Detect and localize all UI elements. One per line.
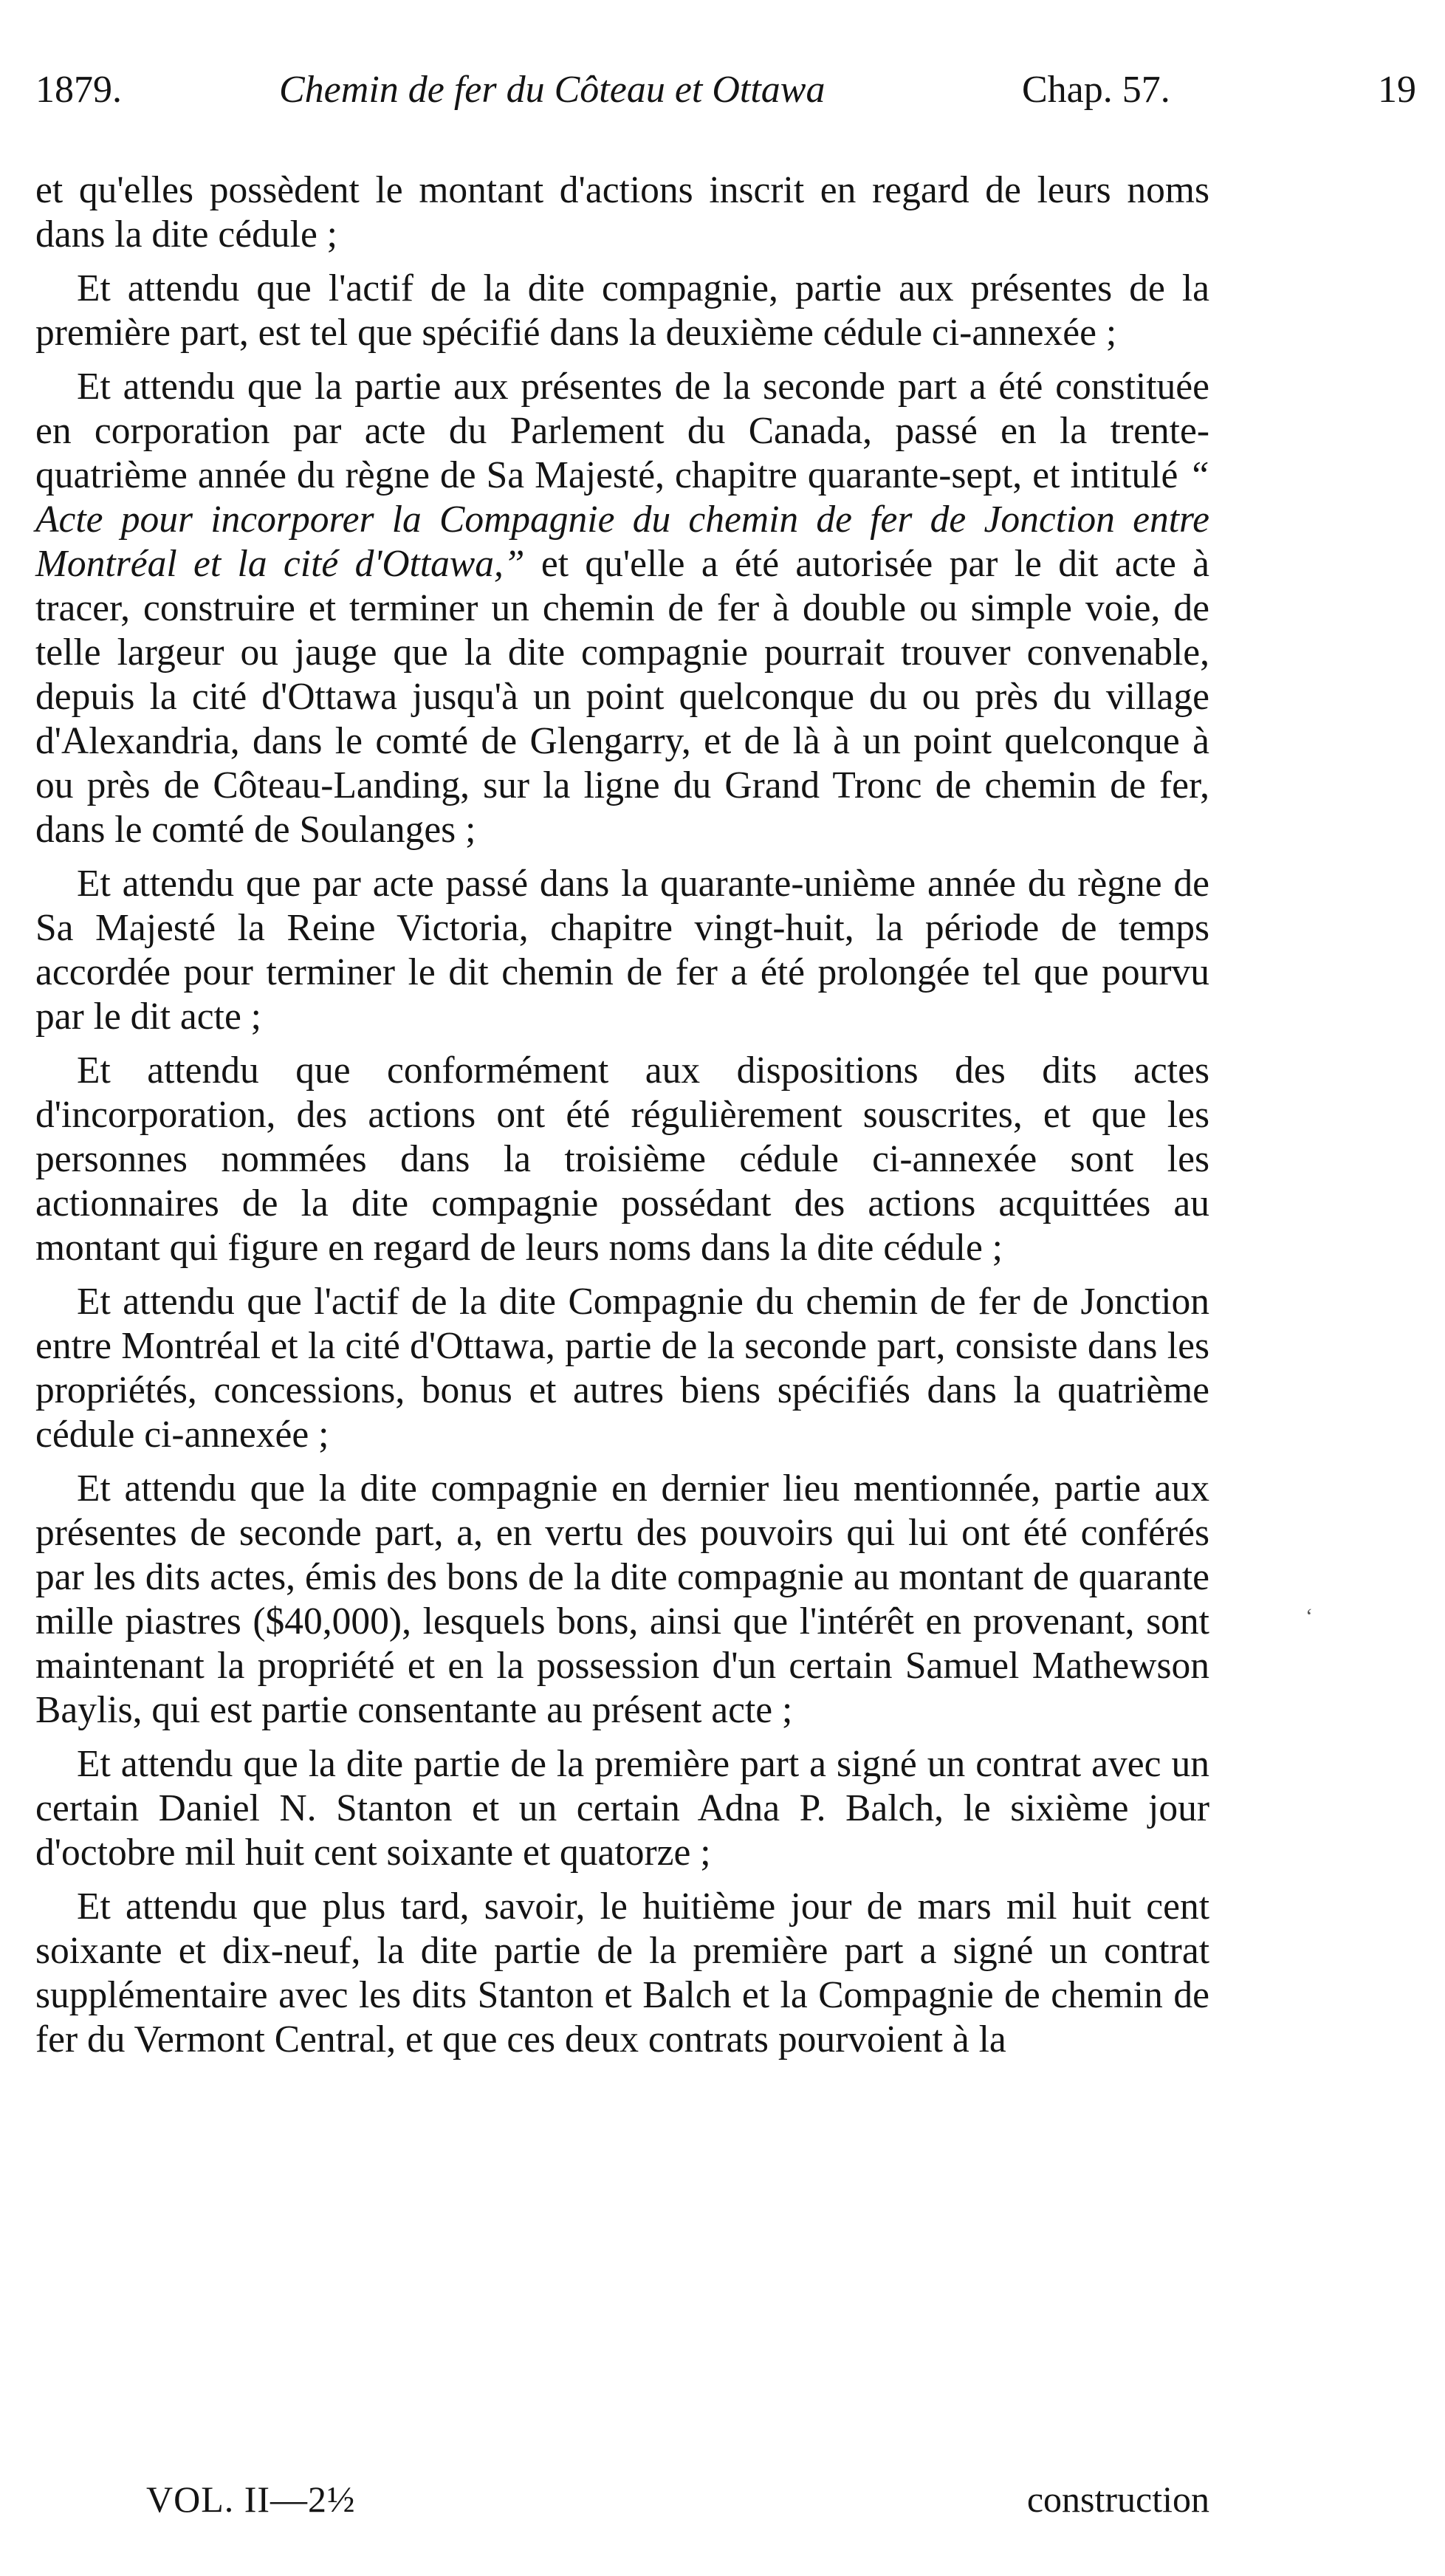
header-title: Chemin de fer du Côteau et Ottawa [279, 69, 826, 111]
paragraph-5: Et attendu que conformément aux dispositions des dits actes d'incorporation, des actions ont été régulièrement souscrites, et que les personnes nommées dans la troisième cédule ci-annexée sont les actionnaires de la dite compagnie possédant des actions acquittées au montant qui figure en regard de leurs noms dans la dite cédule ; [35, 1049, 1209, 1269]
act-title: “ Acte pour incorporer la Compagnie du chemin de fer de Jonction entre Montréal et la cité d'Ottawa,” [35, 454, 1209, 585]
paragraph-3 [35, 365, 1209, 852]
paragraph-7: Et attendu que la dite compagnie en dernier lieu mentionnée, partie aux présentes de seconde part, a, en vertu des pouvoirs qui lui ont été conférés par les dits actes, émis des bons de la dite compagnie au montant de quarante mille piastres ($40,000), lesquels bons, ainsi que l'intérêt en provenant, sont maintenant la propriété et en la possession d'un certain Samuel Mathewson Baylis, qui est partie consentante au présent acte ; [35, 1467, 1209, 1731]
body-text [35, 168, 1209, 2072]
paragraph-4: Et attendu que par acte passé dans la quarante-unième année du règne de Sa Majesté la Reine Victoria, chapitre vingt-huit, la période de temps accordée pour terminer le dit chemin de fer a été prolongée tel que pourvu par le dit acte ; [35, 863, 1209, 1038]
paragraph-2: Et attendu que l'actif de la dite compagnie, partie aux présentes de la première part, est tel que spécifié dans la deuxième cédule ci-annexée ; [35, 267, 1209, 354]
running-header [35, 68, 1416, 127]
header-chapter: Chap. 57. [1022, 69, 1170, 111]
page-footer [35, 2478, 1209, 2529]
paragraph-9: Et attendu que plus tard, savoir, le huitième jour de mars mil huit cent soixante et dix-neuf, la dite partie de la première part a signé un contrat supplémentaire avec les dits Stanton et Balch et la Compagnie de chemin de fer du Vermont Central, et que ces deux contrats pourvoient à la [35, 1885, 1209, 2061]
paragraph-1: et qu'elles possèdent le montant d'actions inscrit en regard de leurs noms dans la dite cédule ; [35, 169, 1209, 256]
catchword: construction [1026, 2479, 1209, 2520]
paragraph-8: Et attendu que la dite partie de la première part a signé un contrat avec un certain Daniel N. Stanton et un certain Adna P. Balch, le sixième jour d'octobre mil huit cent soixante et quatorze ; [35, 1743, 1209, 1874]
page-number: 19 [1378, 69, 1416, 111]
paragraph-6: Et attendu que l'actif de la dite Compagnie du chemin de fer de Jonction entre Montréal et la cité d'Ottawa, partie de la seconde part, consiste dans les propriétés, concessions, bonus et autres biens spécifiés dans la quatrième cédule ci-annexée ; [35, 1281, 1209, 1456]
stray-mark: ‘ [1305, 1604, 1313, 1628]
header-year: 1879. [35, 69, 122, 111]
paragraph-3-tail: et qu'elle a été autorisée par le dit acte à tracer, construire et terminer un chemin de fer à double ou simple voie, de telle largeur ou jauge que la dite compagnie pourrait trouver convenable, depuis la cité d'Ottawa jusqu'à un point quelconque du ou près du village d'Alexandria, dans le comté de Glengarry, et de là à un point quelconque à ou près de Côteau-Landing, sur la ligne du Grand Tronc de chemin de fer, dans le comté de Soulanges ; [35, 543, 1210, 851]
paragraph-3-lead: Et attendu que la partie aux présentes de la seconde part a été constituée en corporation par acte du Parlement du Canada, passé en la trente-quatrième année du règne de Sa Majesté, chapitre quarante-sept, et intitulé [35, 366, 1209, 496]
signature-mark: VOL. II—2½ [146, 2479, 356, 2520]
